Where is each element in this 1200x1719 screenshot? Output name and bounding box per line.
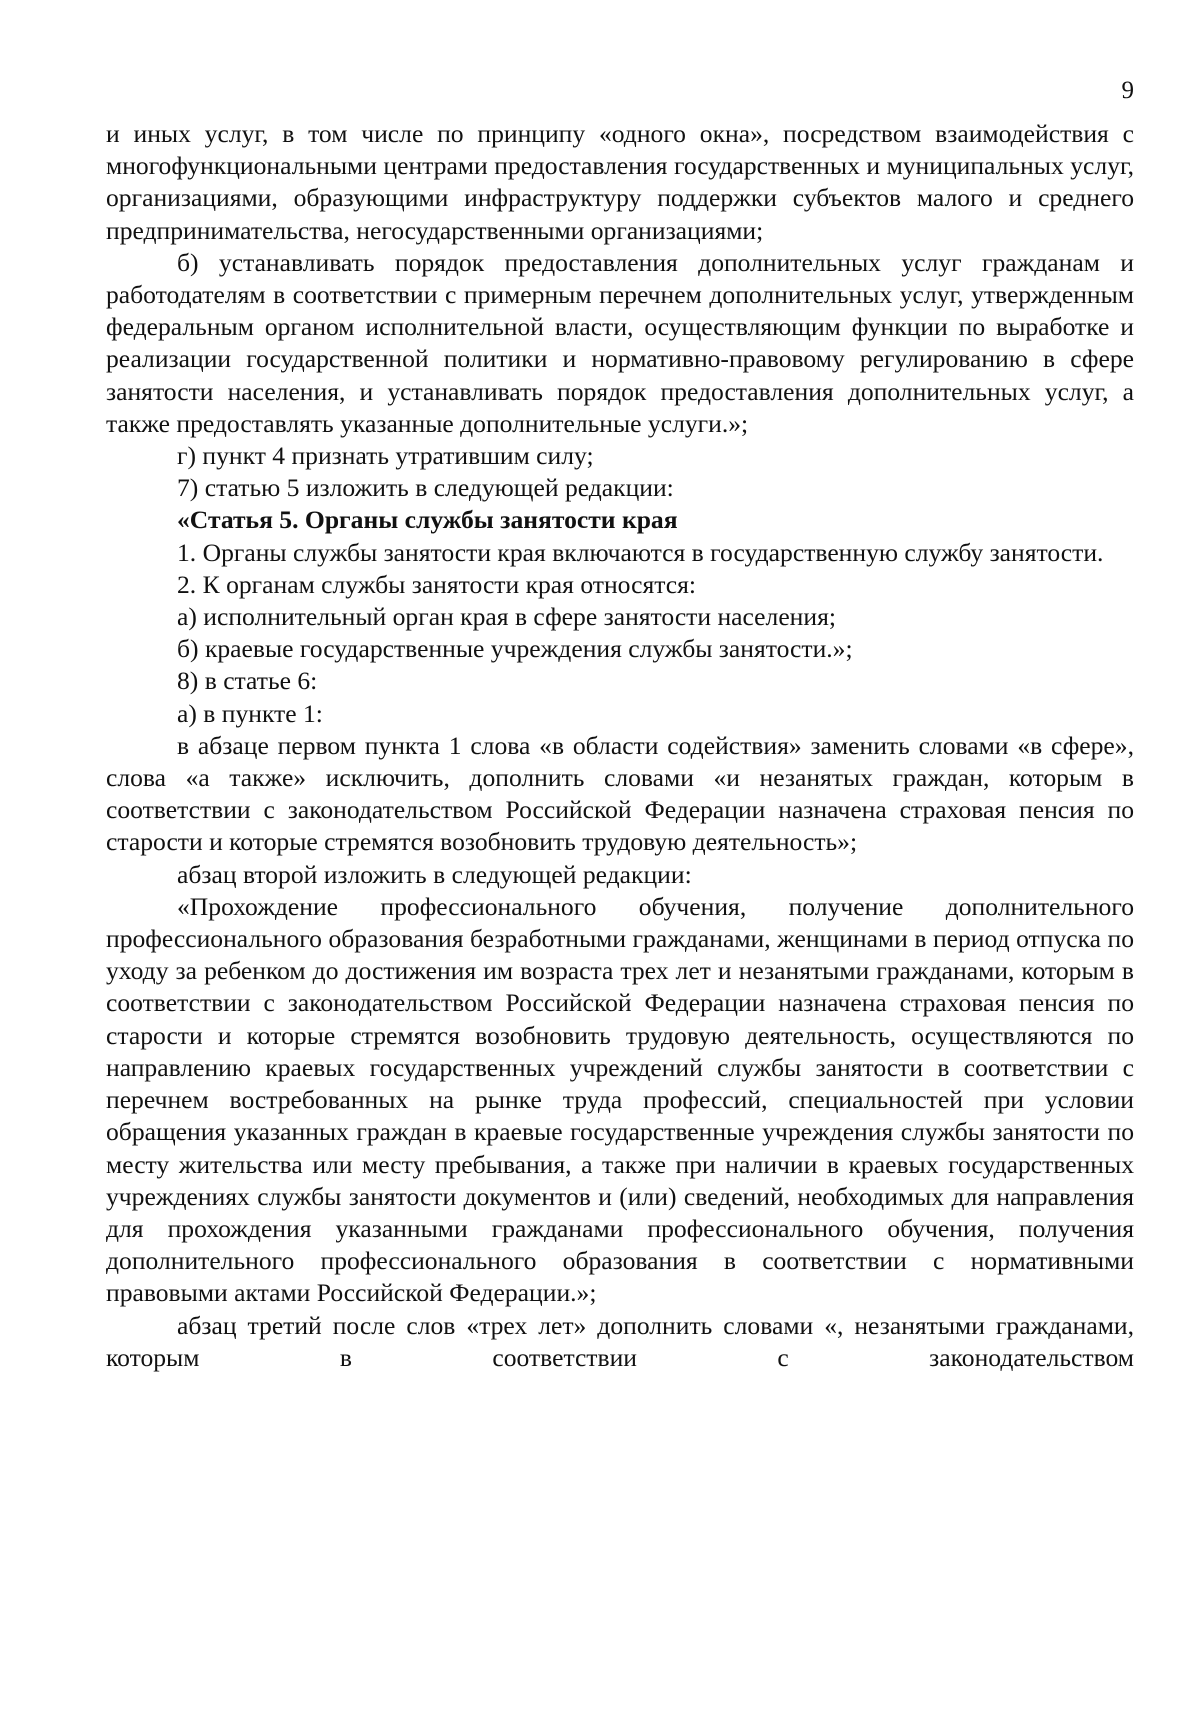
document-body	[106, 118, 1134, 1374]
paragraph-third-amendment: абзац третий после слов «трех лет» дополнить словами «, незанятыми гражданами, которым в соответствии с законодательством	[106, 1310, 1134, 1372]
article-subclause-b: б) краевые государственные учреждения службы занятости.»;	[177, 634, 853, 664]
article-heading: «Статья 5. Органы службы занятости края	[177, 505, 678, 535]
paragraph-item-g: г) пункт 4 признать утратившим силу;	[177, 441, 594, 471]
paragraph-second-intro: абзац второй изложить в следующей редакции:	[177, 859, 692, 889]
paragraph-amendment-first: в абзаце первом пункта 1 слова «в области содействия» заменить словами «в сфере», слова «а также» исключить, дополнить словами «и незанятых граждан, которым в соответствии с законодательством Российской Федерации назначена страховая пенсия по старости и которые стремятся возобновить трудовую деятельность»;	[106, 730, 1134, 857]
article-clause-1: 1. Органы службы занятости края включаются в государственную службу занятости.	[177, 537, 1104, 567]
article-clause-2: 2. К органам службы занятости края относятся:	[177, 569, 696, 599]
paragraph-item-8: 8) в статье 6:	[177, 666, 318, 696]
paragraph-subitem-a: а) в пункте 1:	[177, 698, 323, 728]
page-number: 9	[1121, 77, 1134, 104]
paragraph-item-b: б) устанавливать порядок предоставления дополнительных услуг гражданам и работодателям в соответствии с примерным перечнем дополнительных услуг, утвержденным федеральным органом исполнительной власти, осуществляющим функции по выработке и реализации государственной политики и нормативно-правовому регулированию в сфере занятости населения, и устанавливать порядок предоставления дополнительных услуг, а также предоставлять указанные дополнительные услуги.»;	[106, 247, 1134, 438]
paragraph-item-7: 7) статью 5 изложить в следующей редакции:	[177, 473, 674, 503]
article-subclause-a: а) исполнительный орган края в сфере занятости населения;	[177, 602, 836, 632]
paragraph-continuation: и иных услуг, в том числе по принципу «одного окна», посредством взаимодействия с многофункциональными центрами предоставления государственных и муниципальных услуг, организациями, образующими инфраструктуру поддержки субъектов малого и среднего предпринимательства, негосударственными организациями;	[106, 119, 1134, 245]
paragraph-second-text: «Прохождение профессионального обучения, получение дополнительного профессионального образования безработными гражданами, женщинами в период отпуска по уходу за ребенком до достижения им возраста трех лет и незанятыми гражданами, которым в соответствии с законодательством Российской Федерации назначена страховая пенсия по старости и которые стремятся возобновить трудовую деятельность, осуществляются по направлению краевых государственных учреждений службы занятости в соответствии с перечнем востребованных на рынке труда профессий, специальностей при условии обращения указанных граждан в краевые государственные учреждения службы занятости по месту жительства или месту пребывания, а также при наличии в краевых государственных учреждениях службы занятости документов и (или) сведений, необходимых для направления для прохождения указанными гражданами профессионального обучения, получения дополнительного профессионального образования в соответствии с нормативными правовыми актами Российской Федерации.»;	[106, 891, 1134, 1308]
